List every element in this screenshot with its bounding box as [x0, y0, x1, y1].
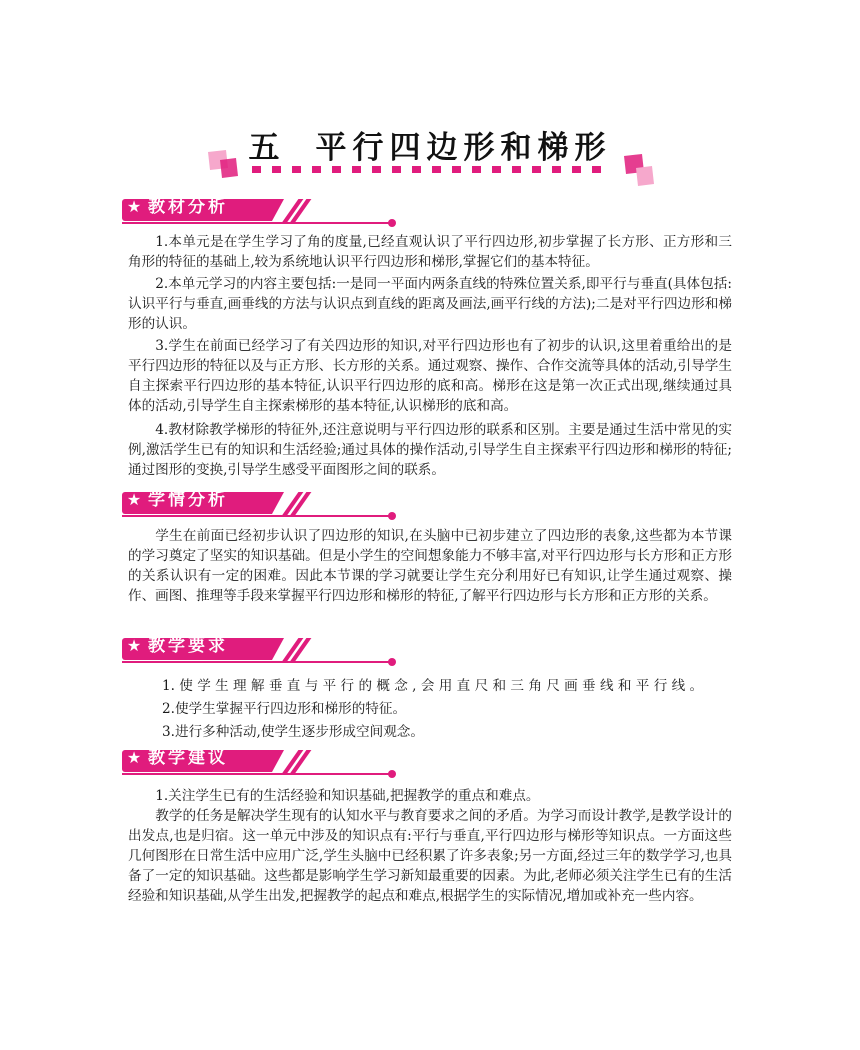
section-header-textbook-analysis — [122, 196, 394, 226]
section-header-teaching-requirements — [122, 635, 394, 665]
star-icon: ★ — [126, 748, 142, 767]
paragraph: 2.本单元学习的内容主要包括:一是同一平面内两条直线的特殊位置关系,即平行与垂直(具体包括:认识平行与垂直,画垂线的方法与认识点到直线的距离及画法,画平行线的方法);二是对平行四边形和梯形的认识。 — [128, 276, 732, 332]
star-icon: ★ — [126, 636, 142, 655]
section-heading: 教材分析 — [148, 197, 228, 217]
paragraph: 3.学生在前面已经学习了有关四边形的知识,对平行四边形也有了初步的认识,这里着重给出的是平行四边形的特征以及与正方形、长方形的关系。通过观察、操作、合作交流等具体的活动,引导学生自主探索平行四边形的基本特征,认识平行四边形的底和高。梯形在这是第一次正式出现,继续通过具体的活动,引导学生自主探索梯形的基本特征,认识梯形的底和高。 — [128, 338, 732, 414]
requirement-item: 2.使学生掌握平行四边形和梯形的特征。 — [162, 701, 407, 717]
requirement-item: 3.进行多种活动,使学生逐步形成空间观念。 — [162, 724, 424, 740]
section-header-teaching-suggestions — [122, 747, 394, 777]
section-heading: 教学要求 — [148, 636, 228, 656]
requirement-item: 1. 使 学 生 理 解 垂 直 与 平 行 的 概 念 , 会 用 直 尺 和 三 角 尺 画 垂 线 和 平 行 线 。 — [162, 678, 704, 694]
paragraph: 1.关注学生已有的生活经验和知识基础,把握教学的重点和难点。 — [155, 788, 540, 804]
paragraph: 学生在前面已经初步认识了四边形的知识,在头脑中已初步建立了四边形的表象,这些都为本节课的学习奠定了坚实的知识基础。但是小学生的空间想象能力不够丰富,对平行四边形与长方形和正方形的关系认识有一定的困难。因此本节课的学习就要让学生充分利用好已有知识,让学生通过观察、操作、画图、推理等手段来掌握平行四边形和梯形的特征,了解平行四边形与长方形和正方形的关系。 — [128, 528, 732, 604]
section-heading: 教学建议 — [148, 748, 228, 768]
chapter-number: 五 — [248, 130, 286, 166]
paragraph: 4.教材除教学梯形的特征外,还注意说明与平行四边形的联系和区别。主要是通过生活中常见的实例,激活学生已有的知识和生活经验;通过具体的操作活动,引导学生自主探索平行四边形和梯形的特征;通过图形的变换,引导学生感受平面图形之间的联系。 — [128, 422, 732, 478]
section-header-student-analysis — [122, 489, 394, 519]
section-heading: 学情分析 — [148, 490, 228, 510]
paragraph: 1.本单元是在学生学习了角的度量,已经直观认识了平行四边形,初步掌握了长方形、正方形和三角形的特征的基础上,较为系统地认识平行四边形和梯形,掌握它们的基本特征。 — [128, 234, 732, 270]
chapter-title-text: 平行四边形和梯形 — [315, 130, 612, 166]
star-icon: ★ — [126, 490, 142, 509]
title-decoration — [206, 150, 656, 190]
star-icon: ★ — [126, 197, 142, 216]
paragraph: 教学的任务是解决学生现有的认知水平与教育要求之间的矛盾。为学习而设计教学,是教学设计的出发点,也是归宿。这一单元中涉及的知识点有:平行与垂直,平行四边形与梯形等知识点。一方面这些几何图形在日常生活中应用广泛,学生头脑中已经积累了许多表象;另一方面,经过三年的数学学习,也具备了一定的知识基础。这些都是影响学生学习新知最重要的因素。为此,老师必须关注学生已有的生活经验和知识基础,从学生出发,把握教学的起点和难点,根据学生的实际情况,增加或补充一些内容。 — [128, 808, 732, 904]
